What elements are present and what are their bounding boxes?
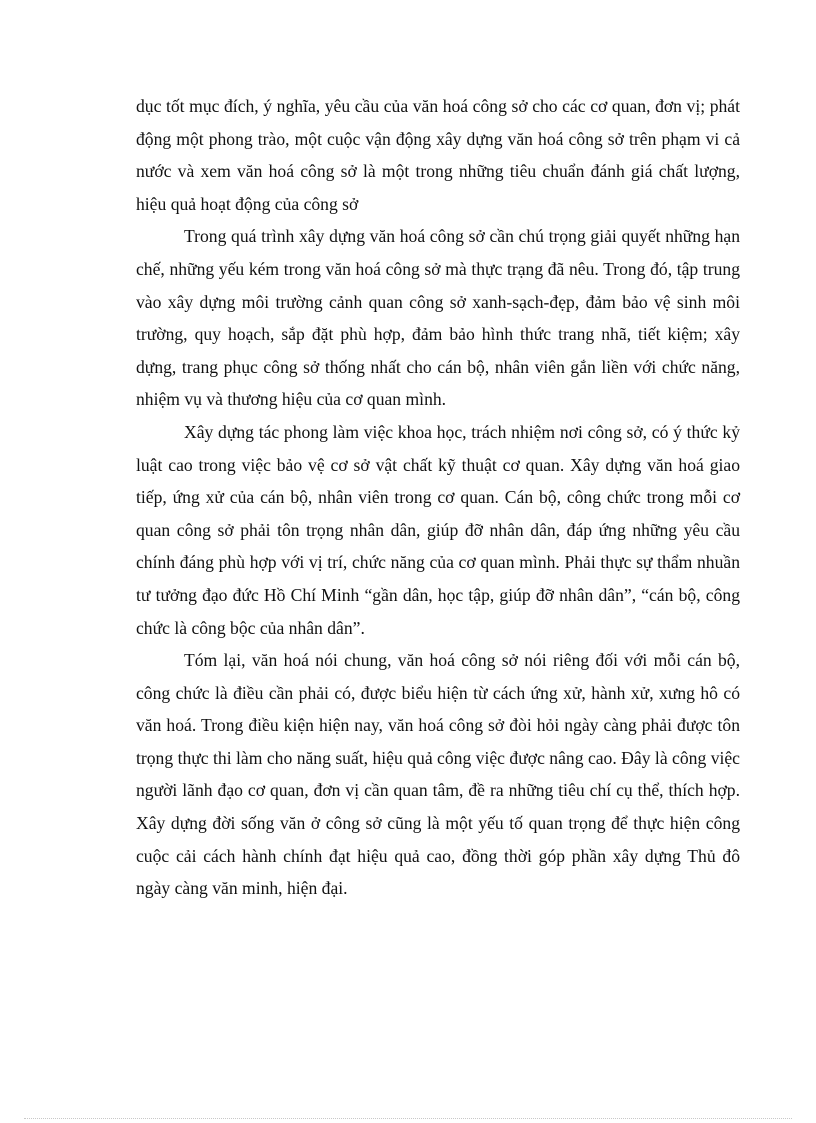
paragraph-conclusion: Tóm lại, văn hoá nói chung, văn hoá công sở nói riêng đối với mỗi cán bộ, công chức là điều cần phải có, được biểu hiện từ cách ứng xử, hành xử, xưng hô có văn hoá. Trong điều kiện hiện nay, văn hoá công sở đòi hỏi ngày càng phải được tôn trọng thực thi làm cho năng suất, hiệu quả công việc được nâng cao. Đây là công việc người lãnh đạo cơ quan, đơn vị cần quan tâm, đề ra những tiêu chí cụ thể, thích hợp. Xây dựng đời sống văn ở công sở cũng là một yếu tố quan trọng để thực hiện công cuộc cải cách hành chính đạt hiệu quả cao, đồng thời góp phần xây dựng Thủ đô ngày càng văn minh, hiện đại. <box>136 650 740 899</box>
paragraph-work-style: Xây dựng tác phong làm việc khoa học, trách nhiệm nơi công sở, có ý thức kỷ luật cao trong việc bảo vệ cơ sở vật chất kỹ thuật cơ quan. Xây dựng văn hoá giao tiếp, ứng xử của cán bộ, nhân viên trong cơ quan. Cán bộ, công chức trong mỗi cơ quan công sở phải tôn trọng nhân dân, giúp đỡ nhân dân, đáp ứng những yêu cầu chính đáng phù hợp với vị trí, chức năng của cơ quan mình. Phải thực sự thẩm nhuần tư tưởng đạo đức Hồ Chí Minh “gần dân, học tập, giúp đỡ nhân dân”, “cán bộ, công chức là công bộc của nhân dân”. <box>136 421 740 638</box>
paragraph-office-culture-priorities: Trong quá trình xây dựng văn hoá công sở cần chú trọng giải quyết những hạn chế, những yếu kém trong văn hoá công sở mà thực trạng đã nêu. Trong đó, tập trung vào xây dựng môi trường cảnh quan công sở xanh-sạch-đẹp, đảm bảo vệ sinh môi trường, quy hoạch, sắp đặt phù hợp, đảm bảo hình thức trang nhã, tiết kiệm; xây dựng, trang phục công sở thống nhất cho cán bộ, nhân viên gắn liền với chức năng, nhiệm vụ và thương hiệu của cơ quan mình. <box>136 226 740 410</box>
page-bottom-divider <box>24 1118 792 1119</box>
body-text <box>136 90 740 905</box>
paragraph-continuation: dục tốt mục đích, ý nghĩa, yêu cầu của văn hoá công sở cho các cơ quan, đơn vị; phát động một phong trào, một cuộc vận động xây dựng văn hoá công sở trên phạm vi cả nước và xem văn hoá công sở là một trong những tiêu chuẩn đánh giá chất lượng, hiệu quả hoạt động của công sở <box>136 96 740 214</box>
